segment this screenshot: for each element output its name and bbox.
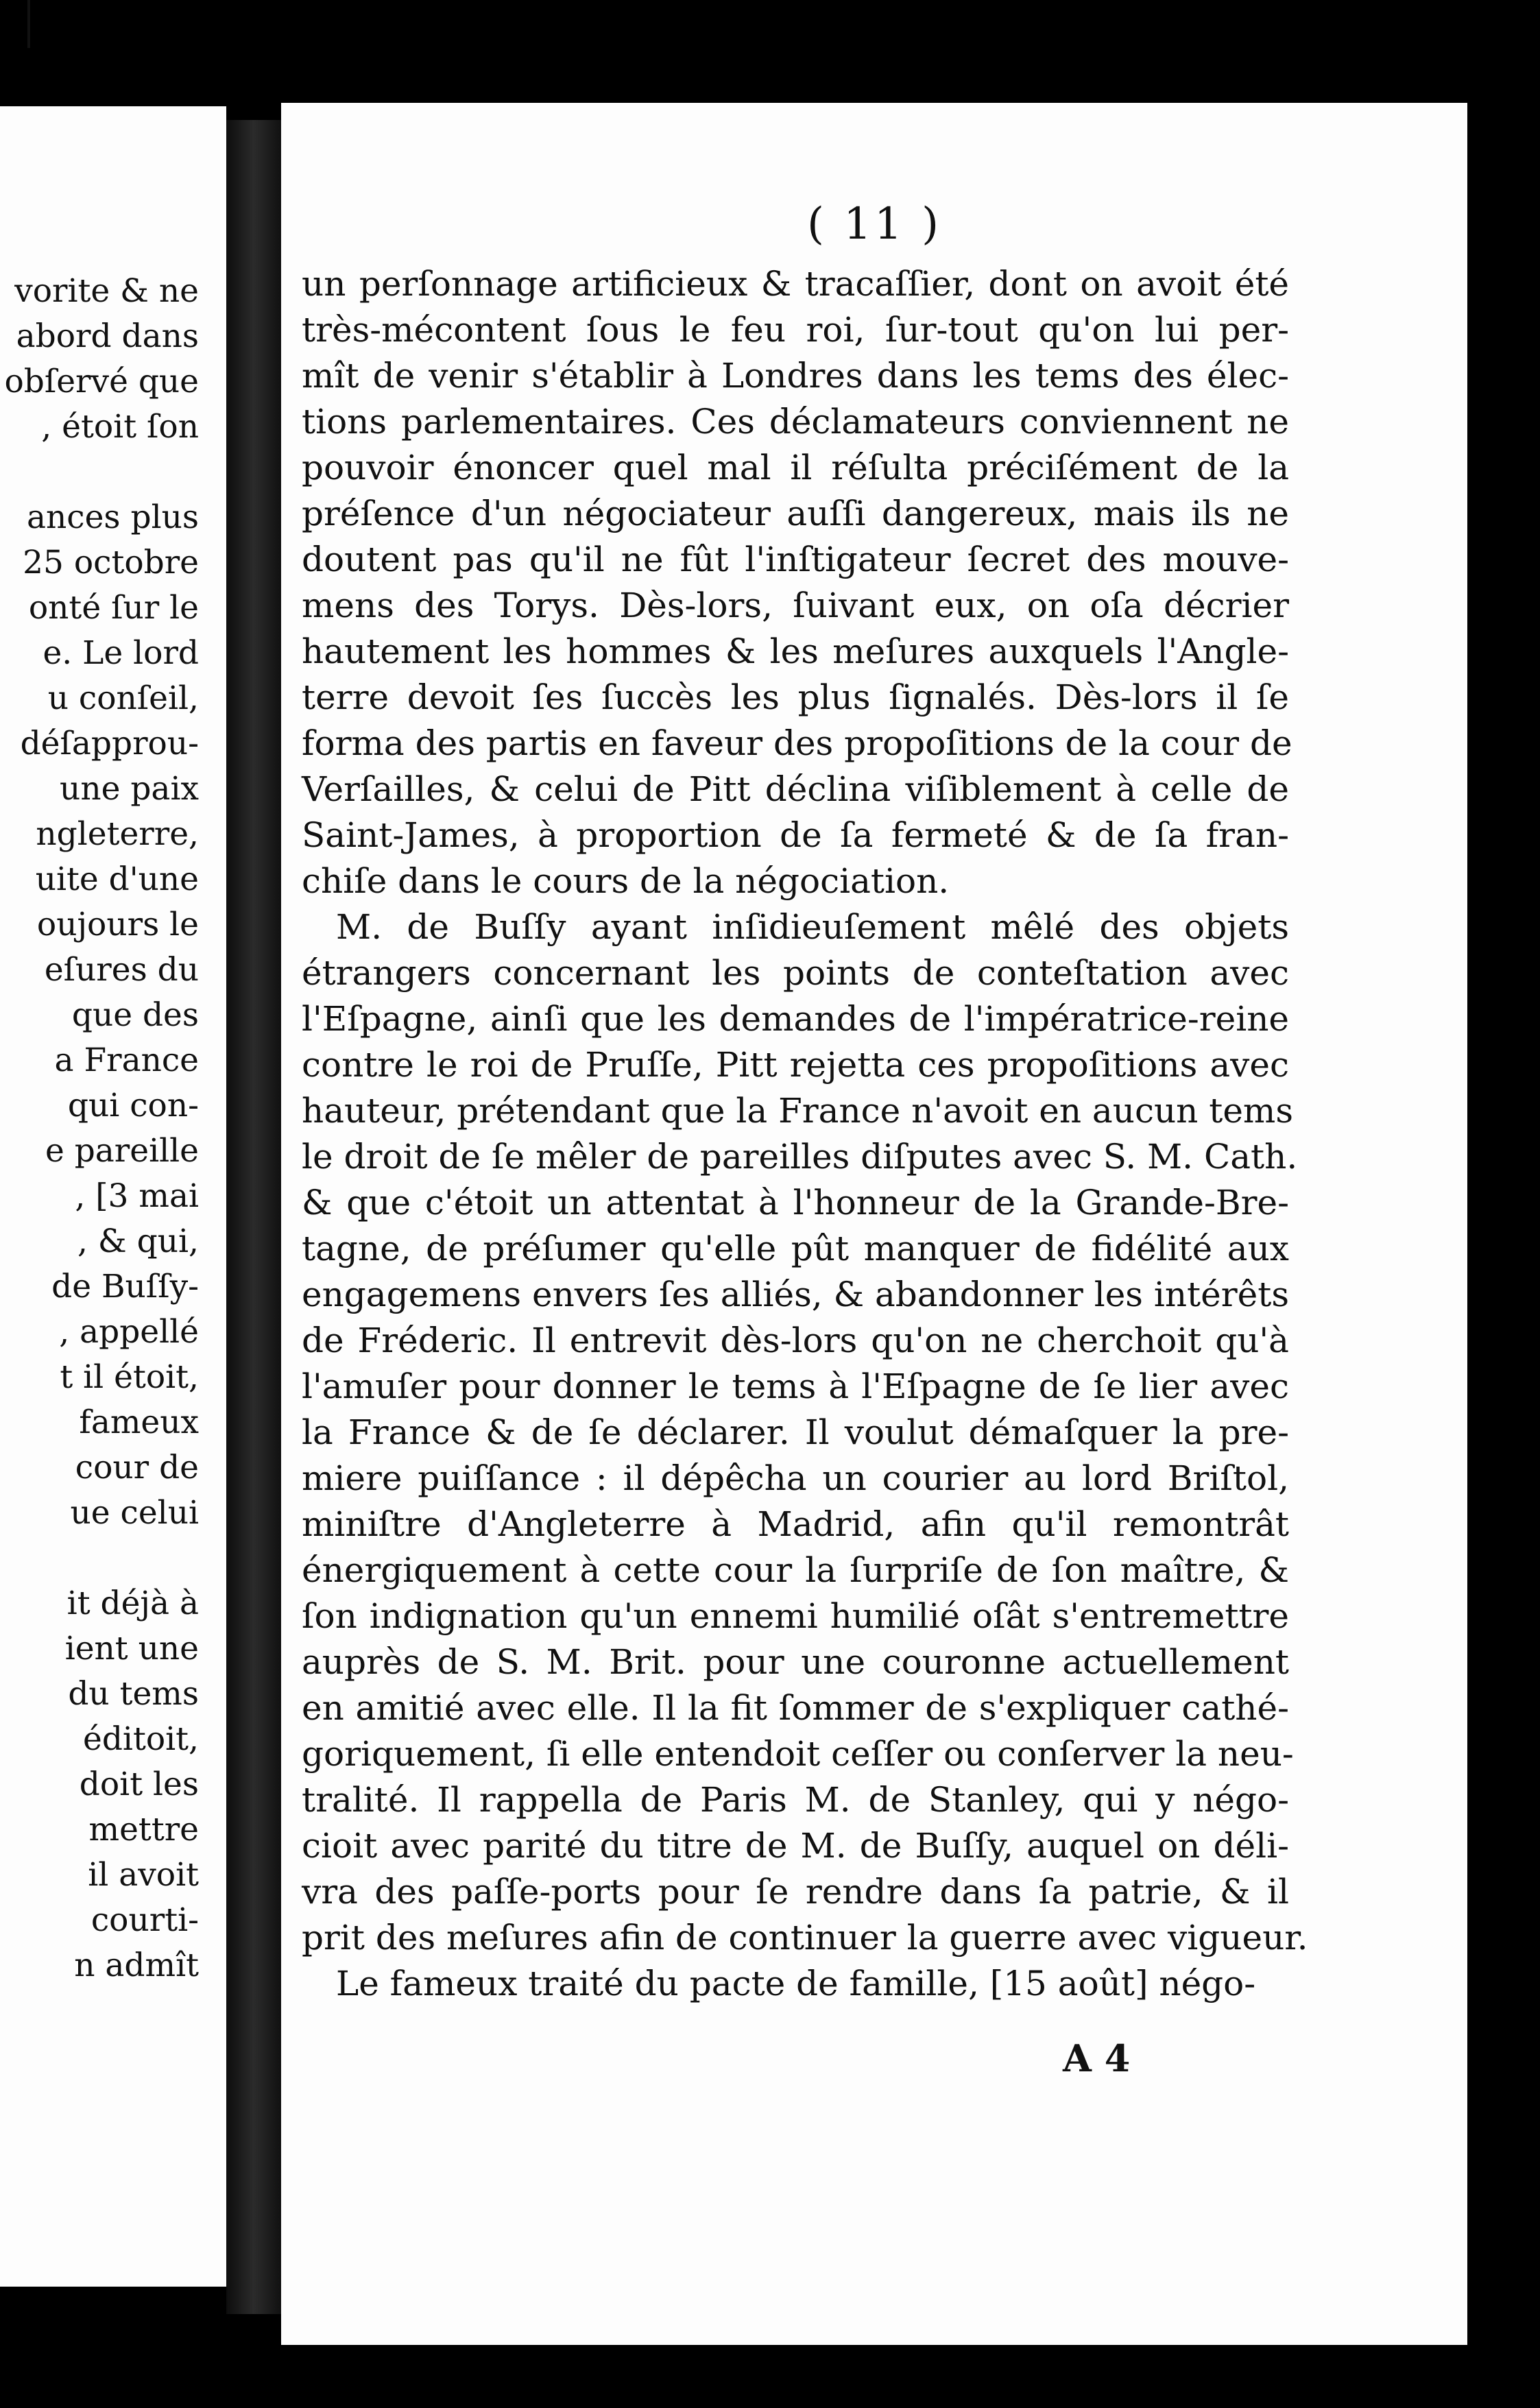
body-text-line: cioit avec parité du titre de M. de Buſſy, auquel on déli- [302,1826,1289,1866]
page-number: ( 11 ) [806,199,942,250]
body-text-line: tions parlementaires. Ces déclamateurs conviennent ne [302,402,1289,442]
body-text-line: miere puiſſance : il dépêcha un courier au lord Briſtol, [302,1458,1289,1498]
body-text-line: doutent pas qu'il ne fût l'inſtigateur ſecret des mouve- [302,540,1289,579]
body-text-line: l'Eſpagne, ainſi que les demandes de l'impératrice-reine [302,999,1289,1039]
body-text-line: en amitié avec elle. Il la fit ſommer de s'expliquer cathé- [302,1688,1289,1728]
left-text-line: u conſeil, [47,679,199,717]
body-text-line: tralité. Il rappella de Paris M. de Stanley, qui y négo- [302,1780,1289,1820]
left-text-line: abord dans [16,317,199,355]
left-text-line: ient une [64,1630,199,1667]
left-text-line: uite d'une [35,860,199,898]
left-text-line: ances plus [27,498,199,536]
body-text-line: hautement les hommes & les meſures auxquels l'Angle- [302,631,1289,671]
left-text-line: oujours le [36,906,199,943]
left-text-line: déſapprou- [20,725,199,762]
left-text-line: du tems [68,1675,199,1713]
left-text-line: que des [71,996,199,1034]
body-text-line: Verſailles, & celui de Pitt déclina viſiblement à celle de [302,769,1289,809]
body-text-line: de Fréderic. Il entrevit dès-lors qu'on ne cherchoit qu'à [302,1321,1289,1360]
body-text-line: préſence d'un négociateur auſſi dangereux, mais ils ne [302,494,1289,533]
body-text-line: très-mécontent ſous le feu roi, ſur-tout qu'on lui per- [302,310,1289,350]
left-text-line: , étoit ſon [41,408,199,446]
body-text-line: terre devoit ſes ſuccès les plus ſignalés. Dès-lors il ſe [302,677,1289,717]
left-text-line: cour de [75,1449,199,1486]
body-text-line: chiſe dans le cours de la négociation. [302,861,950,901]
body-text-line: forma des partis en faveur des propoſitions de la cour de [302,723,1292,763]
left-text-line: fameux [79,1404,199,1441]
left-text-line: t il étoit, [60,1358,199,1396]
left-text-line: onté ſur le [28,589,199,627]
left-text-line: eſures du [44,951,199,989]
left-text-line: ue celui [70,1494,199,1532]
body-text-line: le droit de ſe mêler de pareilles diſputes avec S. M. Cath. [302,1137,1298,1177]
body-text-line: engagemens envers ſes alliés, & abandonner les intérêts [302,1275,1289,1314]
signature-mark: A 4 [1063,2036,1131,2080]
left-text-line: mettre [88,1811,199,1849]
top-rule-mark [27,0,30,48]
body-text-line: miniſtre d'Angleterre à Madrid, afin qu'il remontrât [302,1504,1289,1544]
body-text-line: tagne, de préſumer qu'elle pût manquer de fidélité aux [302,1229,1289,1268]
left-text-line: une paix [60,770,199,808]
body-text-line: ſon indignation qu'un ennemi humilié oſât s'entremettre [302,1596,1289,1636]
left-text-line: a France [54,1042,199,1079]
left-text-line: , appellé [59,1313,199,1351]
left-text-line: e. Le lord [43,634,199,672]
left-text-line: doit les [79,1766,199,1803]
body-text-line: auprès de S. M. Brit. pour une couronne actuellement [302,1642,1289,1682]
left-text-line: , & qui, [77,1223,199,1260]
body-text-line: pouvoir énoncer quel mal il réſulta préciſément de la [302,448,1289,487]
left-text-line: it déjà à [67,1585,199,1622]
body-text-line: hauteur, prétendant que la France n'avoit en aucun tems [302,1091,1293,1131]
left-text-line: éditoit, [83,1720,199,1758]
left-text-line: 25 octobre [23,544,199,581]
body-text-line: étrangers concernant les points de conteſtation avec [302,953,1289,993]
left-text-line: , [3 mai [75,1177,199,1215]
body-text-line: goriquement, ſi elle entendoit ceſſer ou conſerver la neu- [302,1734,1294,1774]
body-text-line: l'amuſer pour donner le tems à l'Eſpagne de ſe lier avec [302,1366,1289,1406]
body-text-line: M. de Buſſy ayant inſidieuſement mêlé des objets [336,907,1289,947]
body-text-line: prit des meſures afin de continuer la guerre avec vigueur. [302,1918,1308,1958]
book-gutter [226,120,281,2314]
left-text-line: e pareille [45,1132,199,1170]
body-text-line: mît de venir s'établir à Londres dans les tems des élec- [302,356,1289,396]
left-page-fragment [0,106,226,2287]
left-text-line: vorite & ne [14,272,199,310]
left-text-line: courti- [91,1901,199,1939]
body-text-line: Saint-James, à proportion de ſa fermeté & de ſa fran- [302,815,1289,855]
right-page [281,103,1467,2345]
body-text-line: contre le roi de Pruſſe, Pitt rejetta ces propoſitions avec [302,1045,1289,1085]
body-text-line: énergiquement à cette cour la ſurpriſe de ſon maître, & [302,1550,1289,1590]
left-text-line: n admît [74,1947,199,1984]
left-text-line: ngleterre, [36,815,199,853]
left-text-line: de Buſſy- [51,1268,199,1305]
body-text-line: & que c'étoit un attentat à l'honneur de la Grande-Bre- [302,1183,1289,1223]
body-text-line: Le fameux traité du pacte de famille, [15 août] négo- [336,1964,1256,2003]
left-text-line: qui con- [67,1087,199,1124]
left-text-line: obſervé que [4,363,199,400]
body-text-line: mens des Torys. Dès-lors, ſuivant eux, on oſa décrier [302,586,1289,625]
body-text-line: la France & de ſe déclarer. Il voulut démaſquer la pre- [302,1412,1289,1452]
left-text-line: il avoit [88,1856,199,1894]
body-text-line: vra des paſſe-ports pour ſe rendre dans ſa patrie, & il [302,1872,1289,1912]
body-text-line: un perſonnage artificieux & tracaſſier, dont on avoit été [302,264,1289,304]
